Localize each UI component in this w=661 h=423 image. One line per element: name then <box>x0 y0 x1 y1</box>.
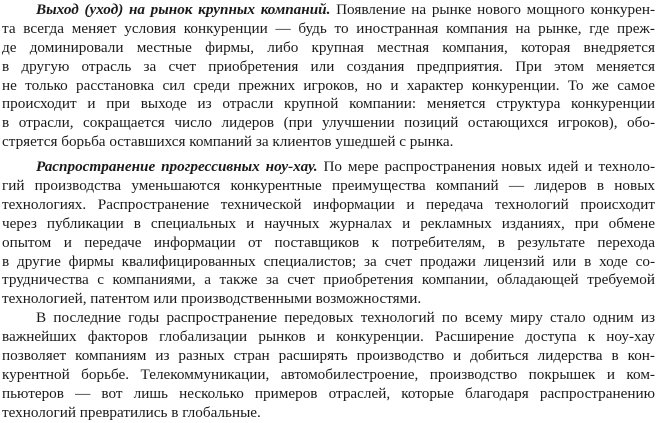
text-line: в другую отрасль за счет приобретения или создания предприятия. При этом меняется <box>2 57 655 75</box>
text-line: не только расстановка сил среди прежних игроков, но и характер конкуренции. То же самое <box>2 76 655 94</box>
paragraph-lead: Выход (уход) на рынок крупных компаний. <box>36 1 331 18</box>
text-line: В последние годы распространение передовых технологий по всему миру стало одним из <box>36 309 655 327</box>
text-line: пьютеров — вот лишь несколько примеров отраслей, которые благодаря распространению <box>2 384 655 402</box>
text-span: По мере распространения новых идей и техноло- <box>317 158 655 176</box>
text-line: опытом и передаче информации от поставщиков к потребителям, в результате перехода <box>2 233 655 251</box>
text-line <box>0 158 661 177</box>
paragraph-market-entry <box>0 1 661 152</box>
text-line: технологий превратились в глобальные. <box>2 403 261 421</box>
text-line: трудничества с компаниями, а также за счет приобретения компании, обладающей требуемой <box>2 271 655 289</box>
text-line: курентной борьбе. Телекоммуникации, автомобилестроение, производство покрышек и ком- <box>2 365 655 383</box>
text-line: технологиях. Распространение технической информации и передача технологий происходит <box>2 195 655 213</box>
text-line: технологией, патентом или производственными возможностями. <box>2 290 422 308</box>
text-line: та всегда меняет условия конкуренции — будь то иностранная компания на рынке, где преж- <box>2 19 655 37</box>
text-line: гий производства уменьшаются конкурентные преимущества компаний — лидеров в новых <box>2 177 655 195</box>
text-line: в другие фирмы квалифицированных специалистов; за счет продажи лицензий или в ходе со- <box>2 252 655 270</box>
text-span: Появление на рынке нового мощного конкурен- <box>330 1 655 18</box>
text-line: позволяет компаниям из разных стран расширять производство и добиться лидерства в кон- <box>2 347 655 365</box>
paragraph-know-how <box>0 158 661 309</box>
text-line: важнейших факторов глобализации рынков и конкуренции. Расширение доступа к ноу-хау <box>2 328 655 346</box>
text-line <box>0 1 661 20</box>
text-line: через публикации в специальных и научных журналах и рекламных изданиях, при обмене <box>2 214 655 232</box>
text-line: в отрасли, сокращается число лидеров (при улучшении позиций остающихся игроков), обо- <box>2 114 655 132</box>
text-line: де доминировали местные фирмы, либо крупная местная компания, которая внедряется <box>2 38 655 56</box>
text-line: происходит и при выходе из отрасли крупной компании: меняется структура конкуренции <box>2 95 655 113</box>
paragraph-globalization <box>0 309 661 422</box>
paragraph-lead: Распространение прогрессивных ноу-хау. <box>36 158 318 176</box>
text-line: стряется борьба оставшихся компаний за клиентов ушедшей с рынка. <box>2 133 454 151</box>
